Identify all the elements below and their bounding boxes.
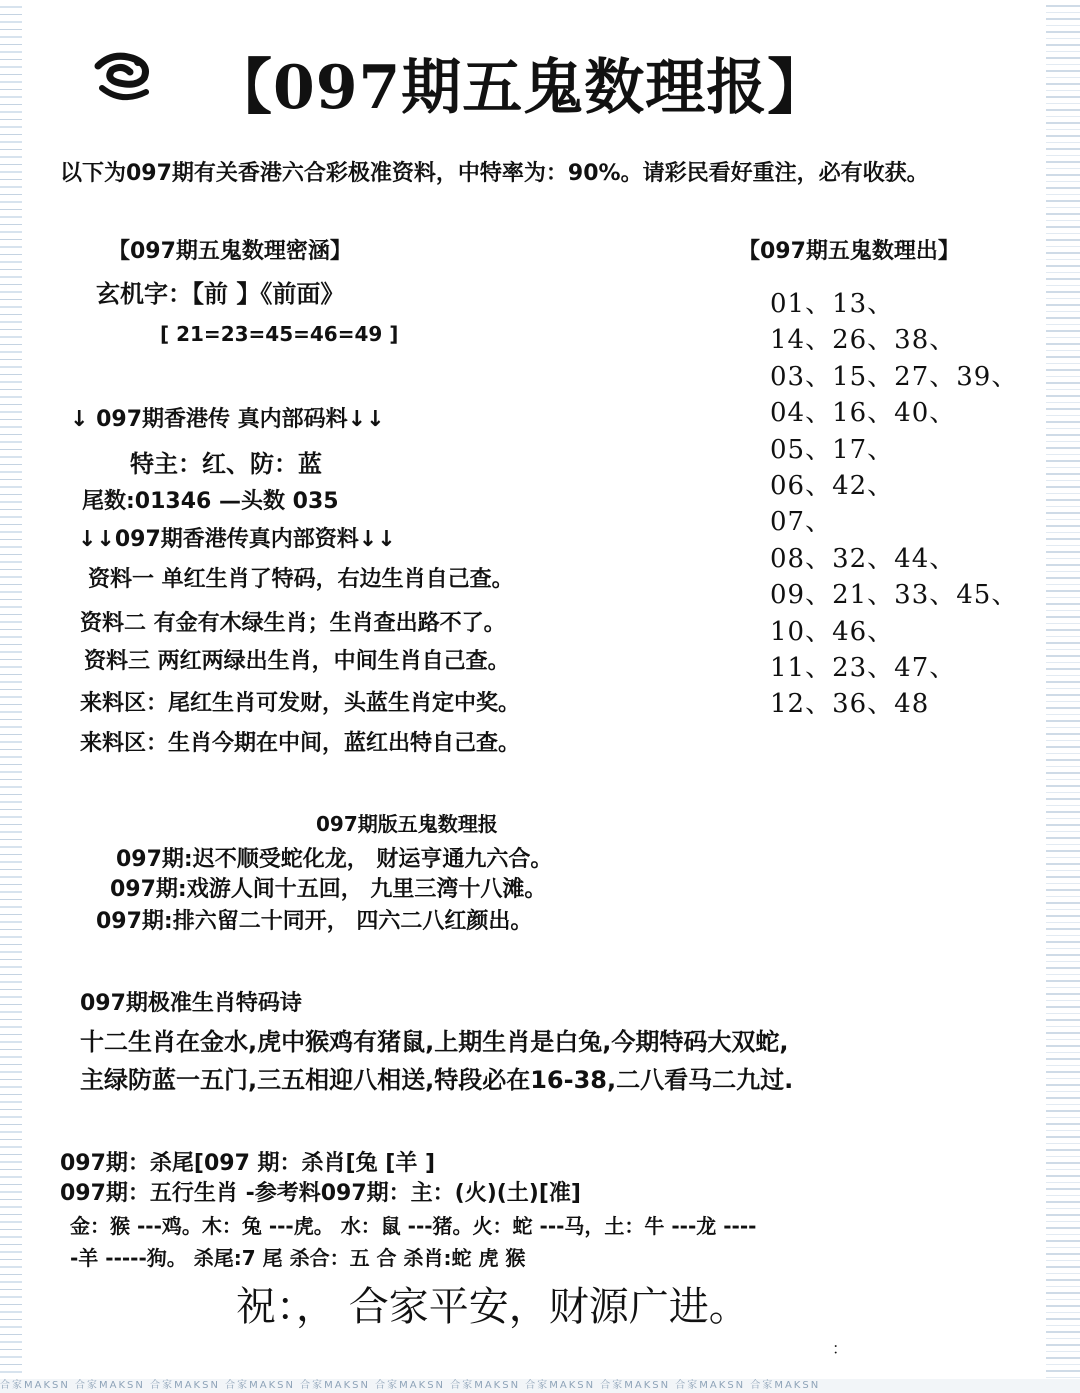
- blessing-text: 祝：， 合家平安，财源广进。: [236, 1284, 749, 1330]
- tail-head-text: 尾数:01346 —头数 035: [82, 489, 339, 514]
- poem-line: 097期:戏游人间十五回， 九里三湾十八滩。: [110, 877, 547, 902]
- poem-heading: 097期版五鬼数理报: [316, 812, 498, 836]
- number-row: 09、21、33、45、: [770, 580, 1019, 611]
- number-row: 08、32、44、: [770, 543, 957, 574]
- number-row: 11、23、47、: [770, 652, 957, 683]
- number-row: 06、42、: [770, 470, 895, 501]
- special-poem-heading: 097期极准生肖特码诗: [80, 991, 302, 1016]
- right-scan-edge: [1046, 0, 1080, 1393]
- elements-detail-line: -羊 -----狗。 杀尾:7 尾 杀合：五 合 杀肖:蛇 虎 猴: [70, 1246, 526, 1270]
- left-scan-edge: [0, 0, 22, 1393]
- number-row: 14、26、38、: [770, 325, 957, 356]
- footer-watermark: 合家MAKSN 合家MAKSN 合家MAKSN 合家MAKSN 合家MAKSN 合家MAKSN 合家MAKSN 合家MAKSN 合家MAKSN 合家MAKSN 合家MAKSN: [0, 1379, 1080, 1393]
- left-heading: 【097期五鬼数理密涵】: [108, 239, 352, 264]
- data-item: 来料区：尾红生肖可发财，头蓝生肖定中奖。: [80, 691, 521, 716]
- formula-text: [ 21=23=45=46=49 ]: [160, 322, 399, 346]
- special-poem-line: 主绿防蓝一五门,三五相迎八相送,特段必在16-38,二八看马二九过.: [80, 1066, 794, 1094]
- elements-detail-line: 金：猴 ---鸡。木：兔 ---虎。 水：鼠 ---猪。火：蛇 ---马，土：牛 ---龙 ----: [70, 1214, 757, 1238]
- right-heading: 【097期五鬼数理出】: [738, 239, 960, 264]
- data-item: 来料区：生肖今期在中间，蓝红出特自己查。: [80, 731, 521, 756]
- special-poem-line: 十二生肖在金水,虎中猴鸡有猪鼠,上期生肖是白兔,今期特码大双蛇,: [80, 1028, 789, 1056]
- dragon-logo-icon: [92, 48, 160, 108]
- data-item: 资料三 两红两绿出生肖，中间生肖自己查。: [84, 649, 510, 674]
- number-row: 05、17、: [770, 434, 895, 465]
- data-heading: ↓↓097期香港传真内部资料↓↓: [78, 527, 396, 552]
- kill-tail-line: 097期：杀尾[097 期：杀肖[兔 [羊 ]: [60, 1151, 436, 1176]
- five-elements-line: 097期：五行生肖 -参考料097期：主：(火)(土)[准]: [60, 1181, 581, 1206]
- number-row: 01、13、: [770, 289, 895, 319]
- stray-mark: ：: [832, 1339, 849, 1358]
- poem-line: 097期:排六留二十同开， 四六二八红颜出。: [96, 909, 533, 934]
- number-row: 03、15、27、39、: [770, 361, 1019, 392]
- data-item: 资料一 单红生肖了特码，右边生肖自己查。: [88, 567, 514, 592]
- number-row: 12、36、48: [770, 689, 930, 720]
- number-row: 04、16、40、: [770, 398, 957, 429]
- poem-line: 097期:迟不顺受蛇化龙， 财运亨通九六合。: [116, 847, 553, 872]
- number-list: [770, 286, 1018, 723]
- te-zhu-text: 特主：红、防：蓝: [130, 450, 322, 478]
- number-row: 10、46、: [770, 616, 895, 647]
- xuanji-text: 玄机字：【前 】《前面》: [96, 280, 345, 308]
- insider-heading: ↓ 097期香港传 真内部码料↓↓: [70, 407, 385, 432]
- page-title: 【097期五鬼数理报】: [212, 53, 829, 123]
- intro-text: 以下为097期有关香港六合彩极准资料，中特率为：90%。请彩民看好重注，必有收获。: [60, 161, 929, 186]
- data-item: 资料二 有金有木绿生肖；生肖查出路不了。: [80, 611, 506, 636]
- number-row: 07、: [770, 507, 833, 538]
